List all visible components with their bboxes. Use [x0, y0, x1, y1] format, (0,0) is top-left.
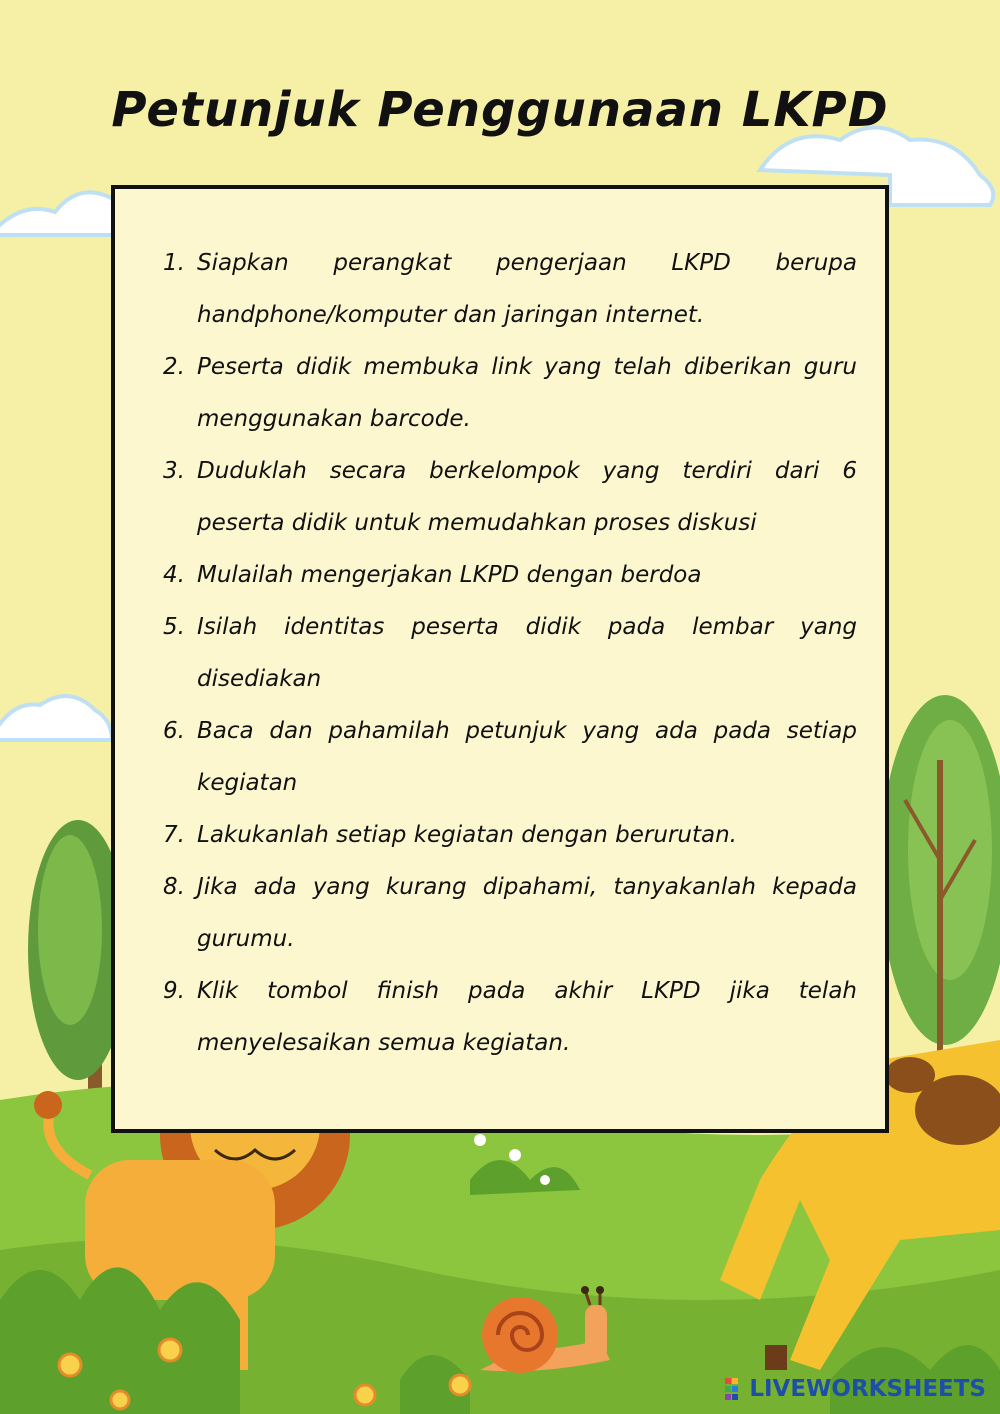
step-number: 2. [163, 354, 185, 380]
step-text: Duduklah secara berkelompok yang terdiri dari 6 peserta didik untuk memudahkan proses diskusi [197, 458, 857, 536]
step-text: Siapkan perangkat pengerjaan LKPD berupa handphone/komputer dan jaringan internet. [197, 250, 857, 328]
step-text: Isilah identitas peserta didik pada lembar yang disediakan [197, 614, 857, 692]
list-item [163, 965, 857, 1069]
instructions-list [115, 189, 885, 1069]
liveworksheets-logo-icon [725, 1378, 745, 1400]
step-text: Mulailah mengerjakan LKPD dengan berdoa [197, 562, 702, 588]
step-number: 4. [163, 562, 185, 588]
list-item [163, 861, 857, 965]
step-number: 6. [163, 718, 185, 744]
tree-icon [880, 695, 1000, 1060]
step-number: 8. [163, 874, 185, 900]
list-item [163, 549, 857, 601]
watermark-text: LIVEWORKSHEETS [749, 1376, 986, 1402]
liveworksheets-watermark[interactable] [725, 1376, 986, 1402]
list-item [163, 601, 857, 705]
list-item [163, 705, 857, 809]
step-text: Lakukanlah setiap kegiatan dengan berurutan. [197, 822, 737, 848]
step-number: 1. [163, 250, 185, 276]
list-item [163, 237, 857, 341]
list-item [163, 445, 857, 549]
list-item [163, 341, 857, 445]
step-text: Baca dan pahamilah petunjuk yang ada pada setiap kegiatan [197, 718, 857, 796]
step-text: Jika ada yang kurang dipahami, tanyakanlah kepada gurumu. [197, 874, 857, 952]
step-number: 3. [163, 458, 185, 484]
step-text: Peserta didik membuka link yang telah diberikan guru menggunakan barcode. [197, 354, 857, 432]
step-number: 9. [163, 978, 185, 1004]
instructions-panel [111, 185, 889, 1133]
step-text: Klik tombol finish pada akhir LKPD jika telah menyelesaikan semua kegiatan. [197, 978, 857, 1056]
step-number: 5. [163, 614, 185, 640]
step-number: 7. [163, 822, 185, 848]
page-title: Petunjuk Penggunaan LKPD [111, 82, 889, 138]
cloud-icon [0, 696, 112, 740]
list-item [163, 809, 857, 861]
